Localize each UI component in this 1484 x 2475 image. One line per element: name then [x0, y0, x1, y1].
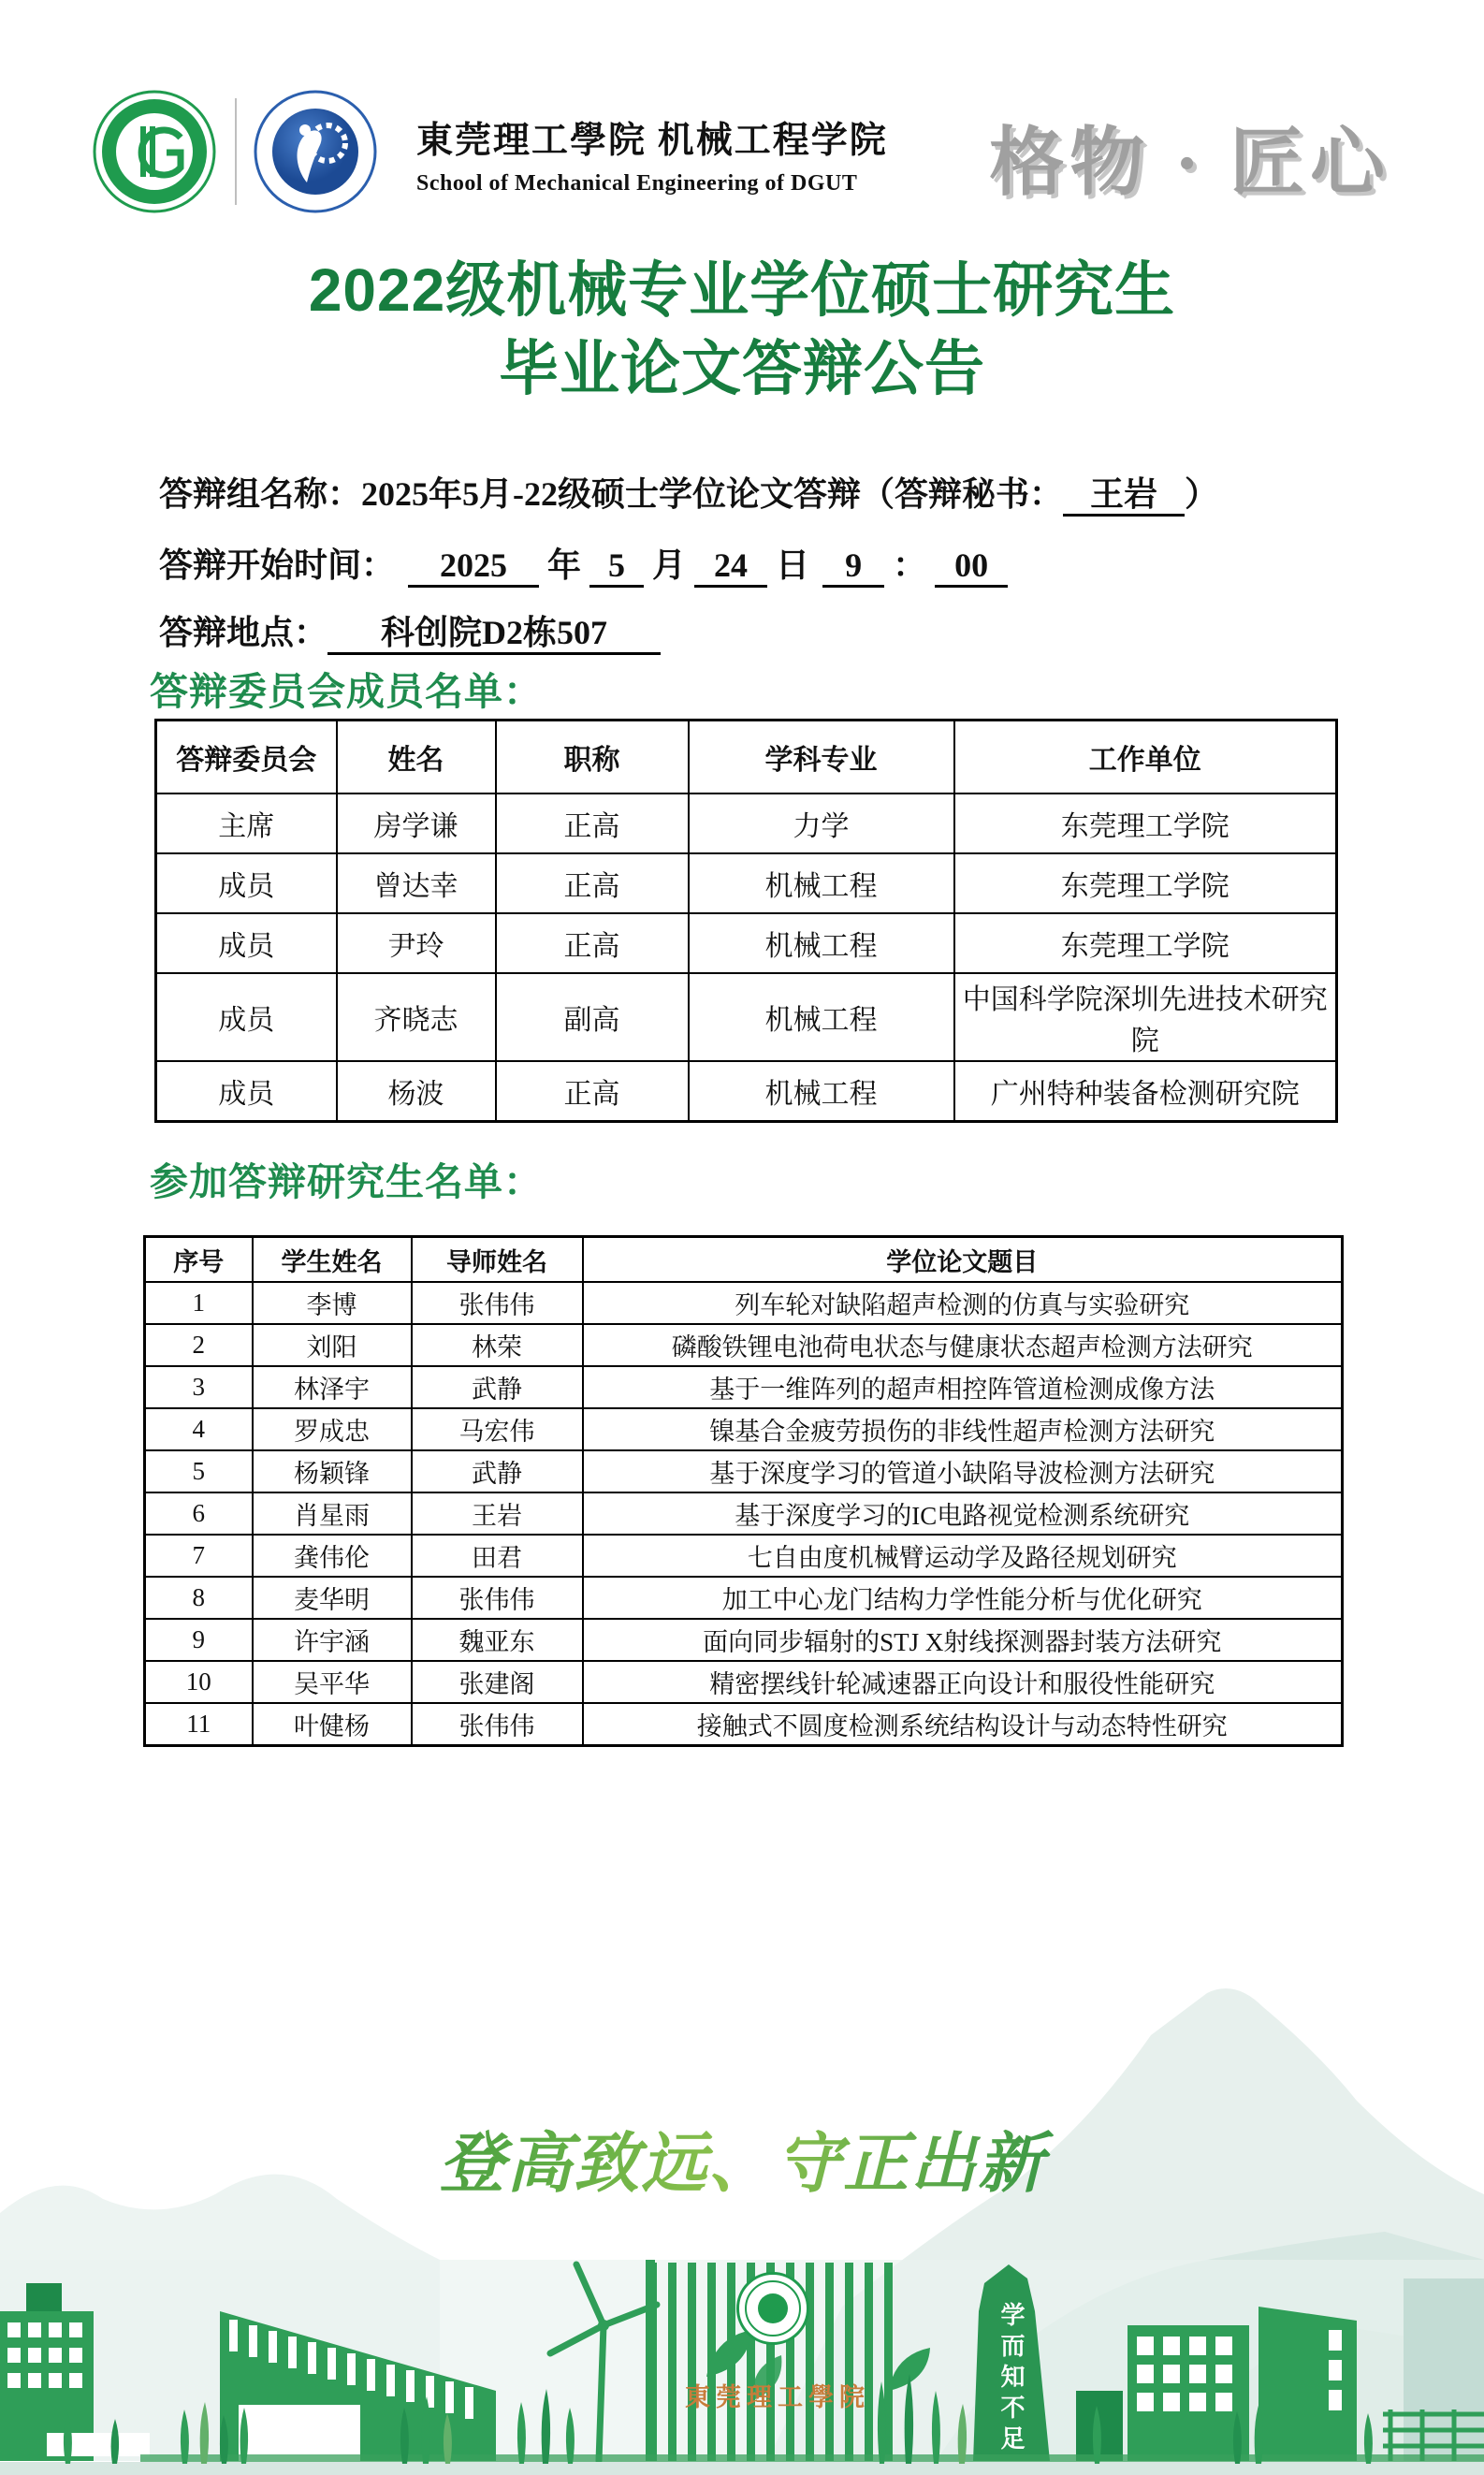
cell-title: 正高: [496, 913, 689, 973]
logo-divider: [235, 98, 237, 205]
cell-no: 10: [145, 1661, 253, 1703]
motto-calligraphy: 格物 · 匠心: [989, 123, 1390, 205]
cell-thesis: 基于深度学习的IC电路视觉检测系统研究: [583, 1492, 1343, 1535]
student-row: [145, 1366, 1343, 1408]
cell-thesis: 磷酸铁锂电池荷电状态与健康状态超声检测方法研究: [583, 1324, 1343, 1366]
cell-supervisor: 张伟伟: [412, 1282, 583, 1324]
school-name-en: School of Mechanical Engineering of DGUT: [416, 171, 858, 196]
time-colon: ：: [893, 546, 927, 584]
cell-supervisor: 武静: [412, 1450, 583, 1492]
place-value: 科创院D2栋507: [327, 615, 661, 655]
cell-thesis: 基于一维阵列的超声相控阵管道检测成像方法: [583, 1366, 1343, 1408]
cell-student: 叶健杨: [253, 1703, 412, 1746]
title-line1: 2022级机械专业学位硕士研究生: [308, 256, 1176, 324]
cell-title: 正高: [496, 1061, 689, 1122]
cell-discipline: 机械工程: [689, 853, 954, 913]
title-line2: 毕业论文答辩公告: [499, 335, 985, 402]
students-heading: 参加答辩研究生名单：: [150, 1160, 543, 1203]
cell-unit: 广州特种装备检测研究院: [954, 1061, 1337, 1122]
student-row: [145, 1577, 1343, 1619]
time-minute: 00: [935, 547, 1008, 588]
cell-title: 正高: [496, 853, 689, 913]
cell-thesis: 基于深度学习的管道小缺陷导波检测方法研究: [583, 1450, 1343, 1492]
cell-thesis: 加工中心龙门结构力学性能分析与优化研究: [583, 1577, 1343, 1619]
student-row: [145, 1408, 1343, 1450]
cell-student: 肖星雨: [253, 1492, 412, 1535]
cell-no: 5: [145, 1450, 253, 1492]
year-unit: 年: [547, 546, 582, 584]
cell-student: 林泽宇: [253, 1366, 412, 1408]
cell-role: 主席: [156, 793, 337, 853]
school-logo: [253, 89, 378, 214]
cell-title: 正高: [496, 793, 689, 853]
cell-student: 李博: [253, 1282, 412, 1324]
student-row: [145, 1282, 1343, 1324]
school-name-cn: 東莞理工學院 机械工程学院: [416, 121, 888, 161]
cell-title: 副高: [496, 973, 689, 1061]
cell-no: 2: [145, 1324, 253, 1366]
student-row: [145, 1703, 1343, 1746]
place-label: 答辩地点：: [159, 614, 328, 651]
cell-supervisor: 张建阁: [412, 1661, 583, 1703]
students-col-name: 学生姓名: [253, 1237, 412, 1283]
students-col-supervisor: 导师姓名: [412, 1237, 583, 1283]
monument-inscription: 学而知不足: [997, 2302, 1025, 2456]
student-row: [145, 1661, 1343, 1703]
gate-emblem-core: [758, 2293, 788, 2323]
cell-thesis: 镍基合金疲劳损伤的非线性超声检测方法研究: [583, 1408, 1343, 1450]
committee-row: [156, 793, 1337, 853]
secretary-suffix: ）: [1185, 475, 1219, 513]
cell-student: 许宇涵: [253, 1619, 412, 1661]
time-year: 2025: [408, 547, 539, 588]
secretary-prefix: （答辩秘书：: [861, 475, 1064, 513]
cell-supervisor: 张伟伟: [412, 1577, 583, 1619]
cell-role: 成员: [156, 853, 337, 913]
cell-supervisor: 林荣: [412, 1324, 583, 1366]
cell-discipline: 机械工程: [689, 973, 954, 1061]
students-col-thesis: 学位论文题目: [583, 1237, 1343, 1283]
cell-no: 7: [145, 1535, 253, 1577]
time-hour: 9: [822, 547, 884, 588]
cell-supervisor: 王岩: [412, 1492, 583, 1535]
secretary-name: 王岩: [1063, 476, 1185, 517]
committee-table: [154, 719, 1338, 1123]
cell-role: 成员: [156, 1061, 337, 1122]
footer-calligraphy: 登高致远、守正出新: [0, 2111, 1484, 2206]
committee-col-discipline: 学科专业: [689, 721, 954, 794]
committee-row: [156, 973, 1337, 1061]
cell-thesis: 七自由度机械臂运动学及路径规划研究: [583, 1535, 1343, 1577]
cell-discipline: 力学: [689, 793, 954, 853]
bottom-band: [0, 2462, 1484, 2475]
defense-group-line: [159, 468, 1218, 517]
cell-no: 11: [145, 1703, 253, 1746]
time-month: 5: [589, 547, 644, 588]
committee-col-unit: 工作单位: [954, 721, 1337, 794]
month-unit: 月: [652, 546, 687, 584]
time-label: 答辩开始时间：: [159, 546, 396, 584]
committee-row: [156, 913, 1337, 973]
cell-student: 龚伟伦: [253, 1535, 412, 1577]
student-row: [145, 1324, 1343, 1366]
cell-discipline: 机械工程: [689, 913, 954, 973]
day-unit: 日: [776, 546, 810, 584]
group-label: 答辩组名称：: [159, 475, 362, 513]
cell-student: 刘阳: [253, 1324, 412, 1366]
header: [92, 89, 1390, 220]
cell-name: 尹玲: [337, 913, 496, 973]
gate-emblem: [736, 2272, 809, 2345]
school-names: [416, 111, 888, 197]
cell-no: 4: [145, 1408, 253, 1450]
cell-supervisor: 魏亚东: [412, 1619, 583, 1661]
cell-supervisor: 武静: [412, 1366, 583, 1408]
students-header-row: [145, 1237, 1343, 1283]
student-row: [145, 1492, 1343, 1535]
gate-school-name: 東莞理工學院: [685, 2383, 870, 2411]
cell-no: 3: [145, 1366, 253, 1408]
committee-col-title: 职称: [496, 721, 689, 794]
time-day: 24: [694, 547, 767, 588]
cell-student: 麦华明: [253, 1577, 412, 1619]
committee-header-row: [156, 721, 1337, 794]
cell-name: 房学谦: [337, 793, 496, 853]
cell-no: 9: [145, 1619, 253, 1661]
committee-row: [156, 1061, 1337, 1122]
cell-discipline: 机械工程: [689, 1061, 954, 1122]
cell-unit: 东莞理工学院: [954, 853, 1337, 913]
cell-role: 成员: [156, 973, 337, 1061]
cell-student: 吴平华: [253, 1661, 412, 1703]
cell-name: 杨波: [337, 1061, 496, 1122]
group-value: 2025年5月-22级硕士学位论文答辩: [361, 475, 862, 513]
student-row: [145, 1619, 1343, 1661]
cell-supervisor: 张伟伟: [412, 1703, 583, 1746]
student-row: [145, 1535, 1343, 1577]
student-row: [145, 1450, 1343, 1492]
committee-col-name: 姓名: [337, 721, 496, 794]
defense-place-line: [159, 606, 661, 655]
cell-name: 曾达幸: [337, 853, 496, 913]
cell-supervisor: 马宏伟: [412, 1408, 583, 1450]
cell-no: 1: [145, 1282, 253, 1324]
cell-thesis: 接触式不圆度检测系统结构设计与动态特性研究: [583, 1703, 1343, 1746]
students-col-no: 序号: [145, 1237, 253, 1283]
cell-supervisor: 田君: [412, 1535, 583, 1577]
cell-name: 齐晓志: [337, 973, 496, 1061]
cell-thesis: 精密摆线针轮减速器正向设计和服役性能研究: [583, 1661, 1343, 1703]
cell-student: 杨颖锋: [253, 1450, 412, 1492]
gate-emblem-ring: [745, 2280, 801, 2337]
defense-time-line: [159, 539, 1008, 588]
university-logo: [92, 89, 217, 214]
cell-thesis: 列车轮对缺陷超声检测的仿真与实验研究: [583, 1282, 1343, 1324]
cell-unit: 东莞理工学院: [954, 793, 1337, 853]
cell-thesis: 面向同步辐射的STJ X射线探测器封装方法研究: [583, 1619, 1343, 1661]
cell-unit: 中国科学院深圳先进技术研究院: [954, 973, 1337, 1061]
cell-no: 6: [145, 1492, 253, 1535]
committee-heading: 答辩委员会成员名单：: [150, 670, 543, 713]
students-table: [143, 1235, 1344, 1747]
cell-no: 8: [145, 1577, 253, 1619]
cell-role: 成员: [156, 913, 337, 973]
committee-col-role: 答辩委员会: [156, 721, 337, 794]
cell-unit: 东莞理工学院: [954, 913, 1337, 973]
cell-student: 罗成忠: [253, 1408, 412, 1450]
committee-row: [156, 853, 1337, 913]
page-title: [0, 251, 1484, 408]
